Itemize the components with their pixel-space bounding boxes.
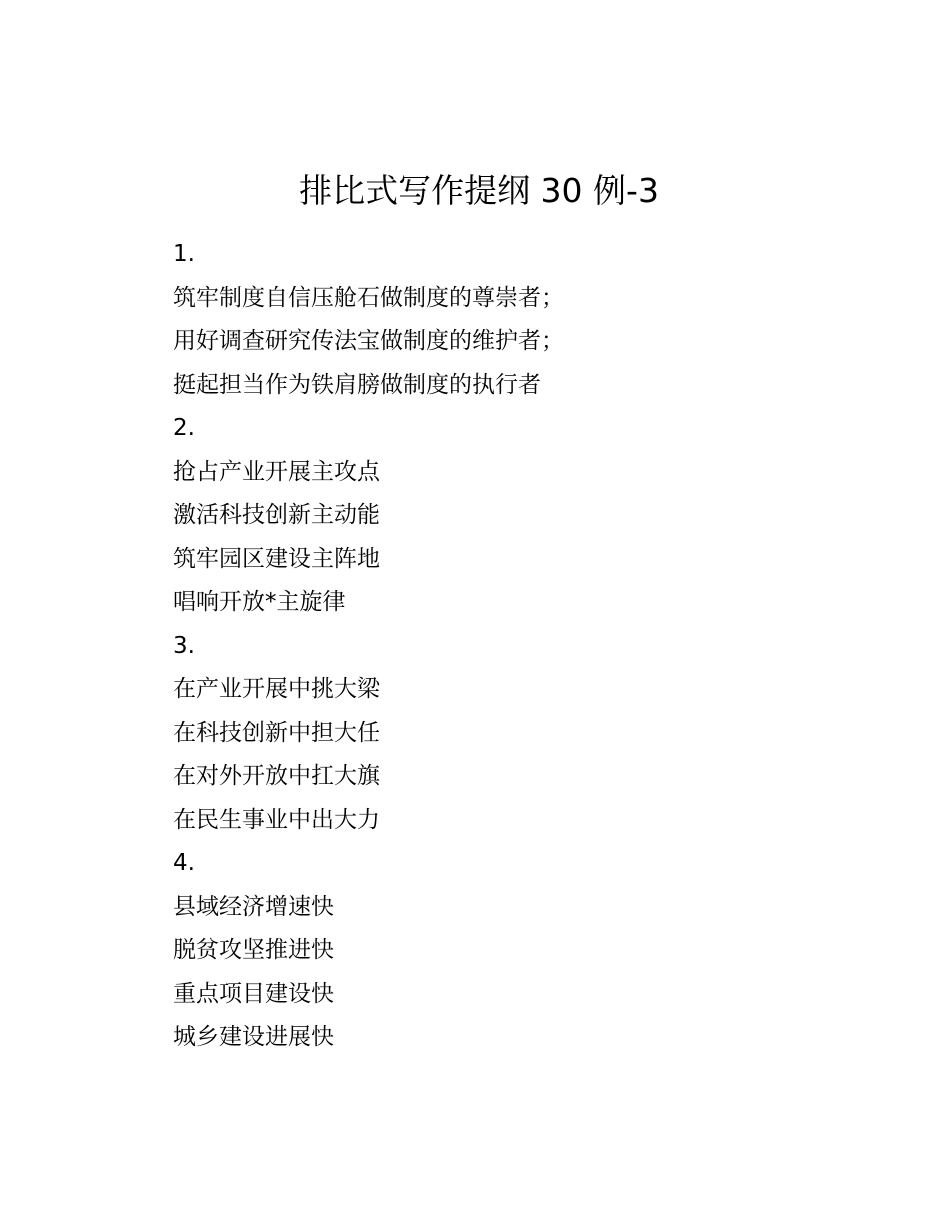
text-line: 在民生事业中出大力 xyxy=(173,806,380,833)
text-line: 筑牢园区建设主阵地 xyxy=(173,545,380,572)
section-number: 2. xyxy=(173,415,195,441)
text-line: 重点项目建设快 xyxy=(173,980,334,1007)
section-number: 1. xyxy=(173,241,195,267)
text-line: 在科技创新中担大任 xyxy=(173,719,380,746)
section-number: 4. xyxy=(173,850,195,876)
text-line: 挺起担当作为铁肩膀做制度的执行者 xyxy=(173,371,541,398)
text-line: 抢占产业开展主攻点 xyxy=(173,458,380,485)
document-body xyxy=(173,233,564,1060)
text-line: 唱响开放*主旋律 xyxy=(173,589,346,615)
section-number: 3. xyxy=(173,632,195,659)
text-line: 脱贫攻坚推进快 xyxy=(173,937,334,963)
text-line: 城乡建设进展快 xyxy=(173,1024,334,1050)
text-line: 在对外开放中扛大旗 xyxy=(173,763,380,789)
text-line: 县域经济增速快 xyxy=(173,893,334,920)
text-line: 在产业开展中挑大梁 xyxy=(173,676,380,702)
text-line: 筑牢制度自信压舱石做制度的尊崇者； xyxy=(173,284,564,311)
text-line: 激活科技创新主动能 xyxy=(173,502,380,528)
document-title: 排比式写作提纲 30 例-3 xyxy=(299,171,659,210)
text-line: 用好调查研究传法宝做制度的维护者； xyxy=(173,328,564,354)
